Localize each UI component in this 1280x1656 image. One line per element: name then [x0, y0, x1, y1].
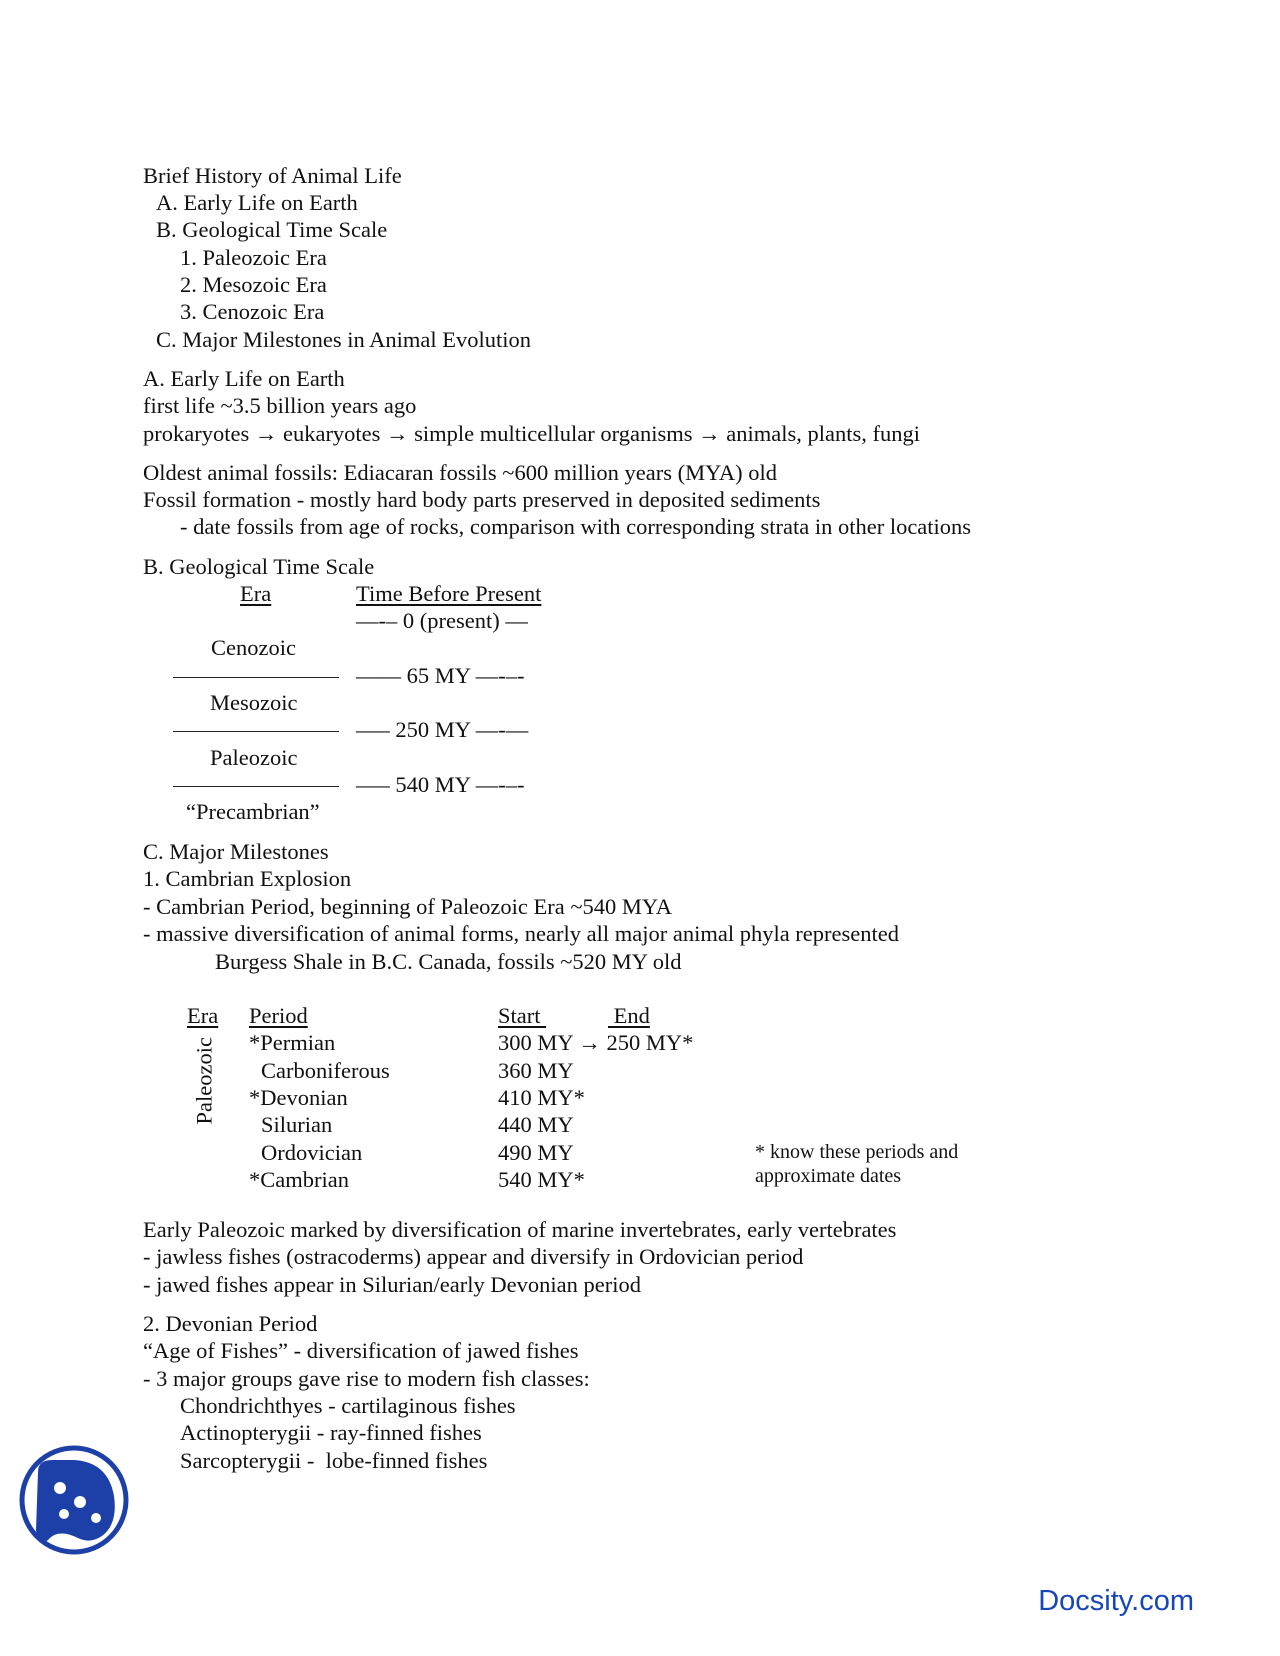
- period-dates: 360 MY: [498, 1058, 574, 1083]
- paleozoic-line: Early Paleozoic marked by diversification of marine invertebrates, early vertebrates: [143, 1217, 897, 1242]
- period-table-header-start: Start: [498, 1003, 547, 1028]
- timescale-era-precambrian: “Precambrian”: [186, 799, 320, 824]
- period-table-era-label: Paleozoic: [191, 1037, 217, 1125]
- period-name: *Cambrian: [249, 1167, 349, 1192]
- timescale-divider: [173, 731, 339, 732]
- section-a-heading: A. Early Life on Earth: [143, 366, 345, 391]
- section-a-line: Oldest animal fossils: Ediacaran fossils ~600 million years (MYA) old: [143, 460, 777, 485]
- timescale-col-era: Era: [240, 581, 272, 606]
- timescale-col-time: Time Before Present: [356, 581, 542, 606]
- period-table-header-period: Period: [249, 1003, 308, 1028]
- section-c-line: - massive diversification of animal forms, nearly all major animal phyla represented: [143, 921, 899, 946]
- period-dates: 440 MY: [498, 1112, 574, 1137]
- period-table-note: * know these periods and: [755, 1141, 959, 1163]
- outline-item-b: B. Geological Time Scale: [156, 217, 388, 242]
- timescale-divider: [173, 786, 339, 787]
- period-name: *Devonian: [249, 1085, 348, 1110]
- timescale-time: —– 250 MY —-—: [356, 717, 529, 742]
- period-name: Silurian: [261, 1112, 333, 1137]
- section-a-line: Fossil formation - mostly hard body parts preserved in deposited sediments: [143, 487, 821, 512]
- period-name: Carboniferous: [261, 1058, 390, 1083]
- document-title: Brief History of Animal Life: [143, 163, 402, 188]
- outline-item-a: A. Early Life on Earth: [156, 190, 358, 215]
- docsity-brand-link[interactable]: Docsity.com: [1038, 1585, 1194, 1617]
- period-dates: 540 MY*: [498, 1167, 585, 1192]
- devonian-line: “Age of Fishes” - diversification of jawed fishes: [143, 1338, 579, 1363]
- section-c-line: - Cambrian Period, beginning of Paleozoic Era ~540 MYA: [143, 894, 672, 919]
- timescale-era-mesozoic: Mesozoic: [210, 690, 298, 715]
- devonian-heading: 2. Devonian Period: [143, 1311, 318, 1336]
- section-a-line: first life ~3.5 billion years ago: [143, 393, 417, 418]
- outline-item-b2: 2. Mesozoic Era: [180, 272, 327, 297]
- devonian-line: Chondrichthyes - cartilaginous fishes: [180, 1393, 516, 1418]
- period-table-header-end: End: [608, 1003, 650, 1028]
- outline-item-c: C. Major Milestones in Animal Evolution: [156, 327, 531, 352]
- outline-item-b1: 1. Paleozoic Era: [180, 245, 327, 270]
- devonian-line: Actinopterygii - ray-finned fishes: [180, 1420, 482, 1445]
- devonian-line: - 3 major groups gave rise to modern fish classes:: [143, 1366, 590, 1391]
- timescale-era-cenozoic: Cenozoic: [211, 635, 296, 660]
- section-c-heading: C. Major Milestones: [143, 839, 329, 864]
- section-b-heading: B. Geological Time Scale: [143, 554, 375, 579]
- period-dates: 410 MY*: [498, 1085, 585, 1110]
- section-a-line: - date fossils from age of rocks, comparison with corresponding strata in other locations: [180, 514, 972, 539]
- timescale-time: —-– 0 (present) —: [356, 608, 528, 633]
- section-a-line: prokaryotes → eukaryotes → simple multicellular organisms → animals, plants, fungi: [143, 421, 920, 446]
- timescale-era-paleozoic: Paleozoic: [210, 745, 298, 770]
- period-dates: 300 MY → 250 MY*: [498, 1030, 694, 1055]
- paleozoic-line: - jawless fishes (ostracoderms) appear and diversify in Ordovician period: [143, 1244, 804, 1269]
- section-c-line: Burgess Shale in B.C. Canada, fossils ~520 MY old: [215, 949, 682, 974]
- timescale-time: —— 65 MY —-–-: [356, 663, 525, 688]
- timescale-time: —– 540 MY —-–-: [356, 772, 525, 797]
- period-name: *Permian: [249, 1030, 336, 1055]
- period-name: Ordovician: [261, 1140, 363, 1165]
- docsity-logo-icon: [18, 1444, 130, 1556]
- paleozoic-line: - jawed fishes appear in Silurian/early Devonian period: [143, 1272, 641, 1297]
- period-table-header-era: Era: [187, 1003, 219, 1028]
- timescale-divider: [173, 677, 339, 678]
- section-c-sub1: 1. Cambrian Explosion: [143, 866, 352, 891]
- outline-item-b3: 3. Cenozoic Era: [180, 299, 325, 324]
- period-dates: 490 MY: [498, 1140, 574, 1165]
- devonian-line: Sarcopterygii - lobe-finned fishes: [180, 1448, 488, 1473]
- period-table-note: approximate dates: [755, 1165, 902, 1187]
